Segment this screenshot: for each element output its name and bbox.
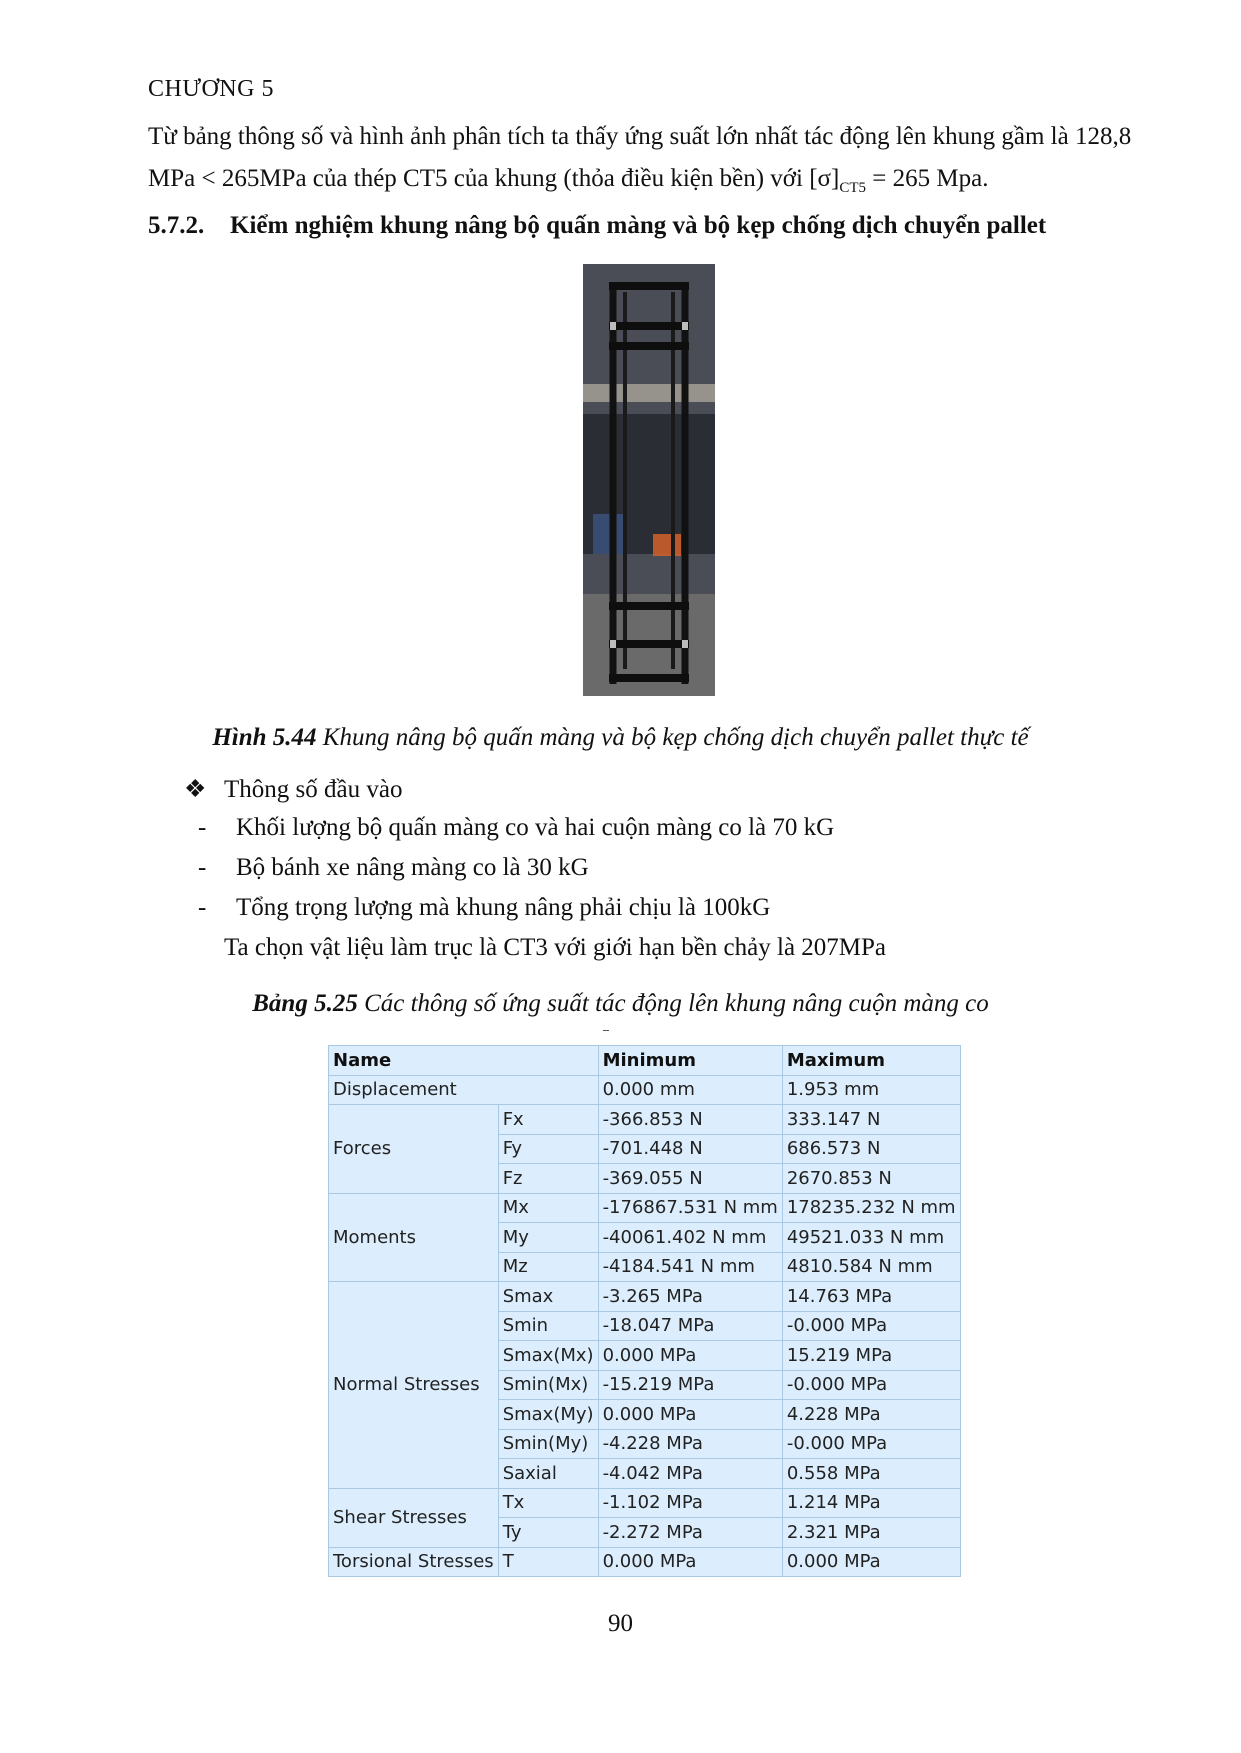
section-number: 5.7.2. xyxy=(148,212,205,239)
dash-bullet: - xyxy=(198,854,207,881)
chapter-header: CHƯƠNG 5 xyxy=(148,76,274,102)
cell-sub: My xyxy=(498,1223,598,1253)
cell-sub: Ty xyxy=(498,1518,598,1548)
cell-max: 2670.853 N xyxy=(782,1164,960,1194)
cell-min: -369.055 N xyxy=(598,1164,782,1194)
material-sentence: Ta chọn vật liệu làm trục là CT3 với giới hạn bền chảy là 207MPa xyxy=(224,934,887,961)
subscript-ct5: CT5 xyxy=(839,180,867,196)
cell-max: 1.953 mm xyxy=(782,1075,960,1105)
page-number: 90 xyxy=(608,1610,633,1637)
cell-sub: Smax(My) xyxy=(498,1400,598,1430)
group-name: Moments xyxy=(329,1193,499,1282)
list-item xyxy=(198,894,770,922)
figure-caption-text: Khung nâng bộ quấn màng và bộ kẹp chống dịch chuyển pallet thực tế xyxy=(316,724,1029,751)
inputs-title: Thông số đầu vào xyxy=(224,776,403,803)
cell-sub: Fx xyxy=(498,1105,598,1135)
table-row xyxy=(329,1193,961,1223)
list-item-text: Khối lượng bộ quấn màng co và hai cuộn màng co là 70 kG xyxy=(236,814,835,841)
table-row xyxy=(329,1488,961,1518)
figure-caption xyxy=(0,724,1241,752)
table-label: Bảng 5.25 xyxy=(252,990,358,1017)
header-minimum: Minimum xyxy=(598,1046,782,1076)
table-caption-text: Các thông số ứng suất tác động lên khung nâng cuộn màng co xyxy=(357,990,989,1017)
dash-bullet: - xyxy=(198,814,207,841)
group-name: Forces xyxy=(329,1105,499,1194)
group-name: Torsional Stresses xyxy=(329,1547,499,1577)
cell-min: -1.102 MPa xyxy=(598,1488,782,1518)
cell-max: -0.000 MPa xyxy=(782,1370,960,1400)
cell-sub: Smin(My) xyxy=(498,1429,598,1459)
section-heading xyxy=(148,212,1046,240)
cell-min: -4.228 MPa xyxy=(598,1429,782,1459)
table-row xyxy=(329,1105,961,1135)
paragraph-text-end: = 265 Mpa. xyxy=(866,165,989,192)
list-item xyxy=(198,814,834,842)
cell-min: -4.042 MPa xyxy=(598,1459,782,1489)
table-row xyxy=(329,1547,961,1577)
cell-sub: Smax(Mx) xyxy=(498,1341,598,1371)
cell-max: 4.228 MPa xyxy=(782,1400,960,1430)
group-name: Shear Stresses xyxy=(329,1488,499,1547)
paragraph-text: Từ bảng thông số và hình ảnh phân tích ta thấy ứng suất lớn nhất tác động lên khung gầm là 128,8 MPa < 265MPa của thép CT5 của khung (thỏa điều kiện bền) với [σ] xyxy=(148,123,1132,192)
row-name: Displacement xyxy=(329,1075,599,1105)
cell-sub: Smin(Mx) xyxy=(498,1370,598,1400)
cell-sub: Mx xyxy=(498,1193,598,1223)
cell-sub: T xyxy=(498,1547,598,1577)
cell-min: 0.000 mm xyxy=(598,1075,782,1105)
cell-max: 333.147 N xyxy=(782,1105,960,1135)
cell-sub: Fz xyxy=(498,1164,598,1194)
cell-max: 0.000 MPa xyxy=(782,1547,960,1577)
cell-min: 0.000 MPa xyxy=(598,1341,782,1371)
cell-max: 4810.584 N mm xyxy=(782,1252,960,1282)
cell-min: -366.853 N xyxy=(598,1105,782,1135)
cell-max: 1.214 MPa xyxy=(782,1488,960,1518)
header-name: Name xyxy=(329,1046,599,1076)
list-item xyxy=(198,854,589,882)
list-item-text: Tổng trọng lượng mà khung nâng phải chịu là 100kG xyxy=(236,894,771,921)
cell-max: 178235.232 N mm xyxy=(782,1193,960,1223)
group-name: Normal Stresses xyxy=(329,1282,499,1489)
table-header-row xyxy=(329,1046,961,1076)
section-title: Kiểm nghiệm khung nâng bộ quấn màng và bộ kẹp chống dịch chuyển pallet xyxy=(230,212,1047,239)
cell-max: 0.558 MPa xyxy=(782,1459,960,1489)
cell-min: -15.219 MPa xyxy=(598,1370,782,1400)
cell-max: 49521.033 N mm xyxy=(782,1223,960,1253)
cell-min: 0.000 MPa xyxy=(598,1547,782,1577)
cell-min: -701.448 N xyxy=(598,1134,782,1164)
table-row xyxy=(329,1075,961,1105)
cell-min: 0.000 MPa xyxy=(598,1400,782,1430)
table-caption xyxy=(0,990,1241,1018)
cell-max: 686.573 N xyxy=(782,1134,960,1164)
cell-min: -176867.531 N mm xyxy=(598,1193,782,1223)
cell-max: -0.000 MPa xyxy=(782,1311,960,1341)
cell-max: 15.219 MPa xyxy=(782,1341,960,1371)
cell-sub: Mz xyxy=(498,1252,598,1282)
cell-min: -40061.402 N mm xyxy=(598,1223,782,1253)
cell-max: 2.321 MPa xyxy=(782,1518,960,1548)
figure-label: Hình 5.44 xyxy=(212,724,317,751)
cell-max: 14.763 MPa xyxy=(782,1282,960,1312)
stress-table xyxy=(328,1045,961,1577)
inputs-heading xyxy=(184,774,402,804)
dash-bullet: - xyxy=(198,894,207,921)
table-row xyxy=(329,1282,961,1312)
header-maximum: Maximum xyxy=(782,1046,960,1076)
cell-sub: Saxial xyxy=(498,1459,598,1489)
frame-photo xyxy=(583,264,715,696)
cell-max: -0.000 MPa xyxy=(782,1429,960,1459)
body-paragraph xyxy=(148,116,1138,209)
cell-sub: Fy xyxy=(498,1134,598,1164)
cell-sub: Smax xyxy=(498,1282,598,1312)
cell-sub: Smin xyxy=(498,1311,598,1341)
cell-min: -3.265 MPa xyxy=(598,1282,782,1312)
cell-min: -18.047 MPa xyxy=(598,1311,782,1341)
cell-min: -4184.541 N mm xyxy=(598,1252,782,1282)
divider-mark xyxy=(603,1030,609,1031)
cell-sub: Tx xyxy=(498,1488,598,1518)
list-item-text: Bộ bánh xe nâng màng co là 30 kG xyxy=(236,854,589,881)
diamond-bullet-icon: ❖ xyxy=(184,776,207,803)
frame-photo-drawing xyxy=(583,264,715,696)
cell-min: -2.272 MPa xyxy=(598,1518,782,1548)
